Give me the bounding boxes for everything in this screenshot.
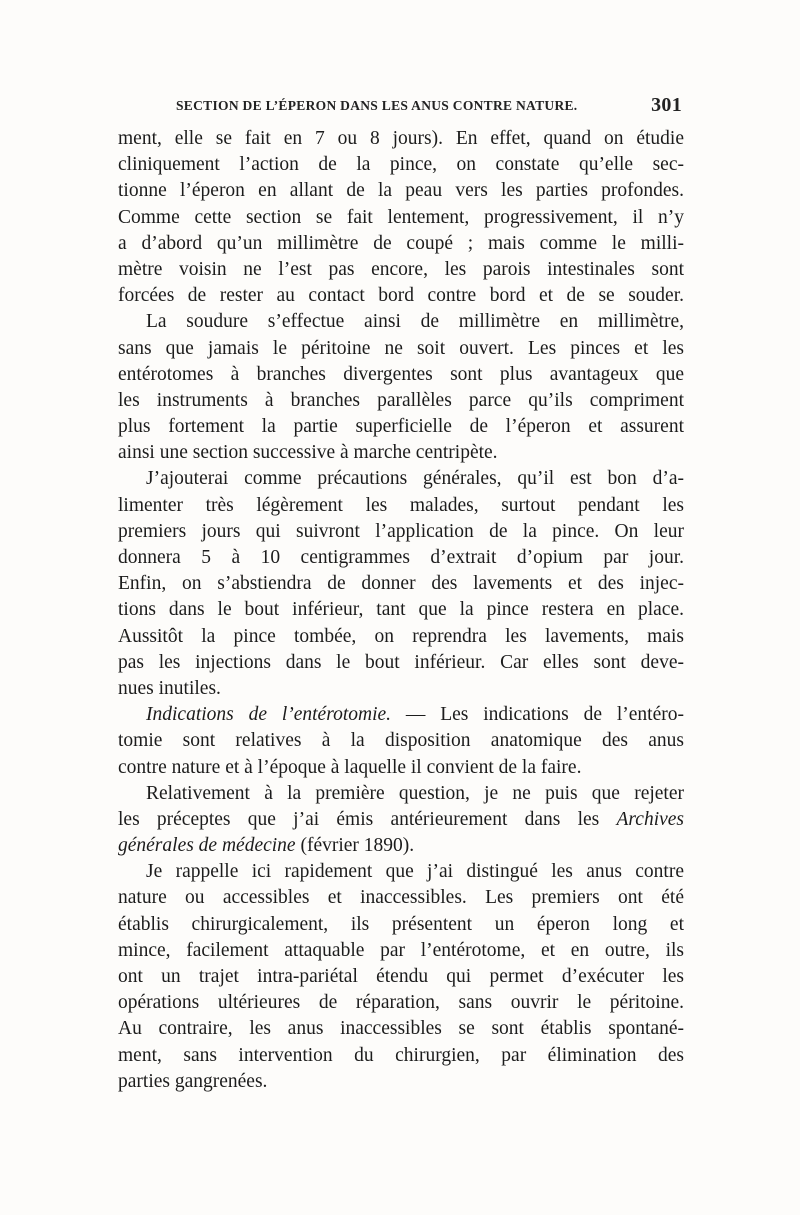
text-line: tomie sont relatives à la disposition anatomique des anus xyxy=(118,730,684,752)
text-line: établis chirurgicalement, ils présentent un éperon long et xyxy=(118,913,684,935)
section-heading: Indications de l’entérotomie. xyxy=(146,704,392,726)
text-fragment: (février 1890). xyxy=(295,835,415,857)
text-line xyxy=(118,833,684,859)
text-line: tionne l’éperon en allant de la peau vers les parties profondes. xyxy=(118,180,684,202)
text-line: ment, sans intervention du chirurgien, par élimination des xyxy=(118,1044,684,1066)
text-line: limenter très légèrement les malades, surtout pendant les xyxy=(118,494,684,516)
text-line: Au contraire, les anus inaccessibles se sont établis spontané- xyxy=(118,1018,684,1040)
text-line: plus fortement la partie superficielle de l’éperon et assurent xyxy=(118,416,684,438)
text-line: nature ou accessibles et inaccessibles. Les premiers ont été xyxy=(118,887,684,909)
text-line xyxy=(118,807,684,833)
page-number: 301 xyxy=(651,94,682,116)
text-line: Je rappelle ici rapidement que j’ai distingué les anus contre xyxy=(146,861,684,883)
text-line: forcées de rester au contact bord contre bord et de se souder. xyxy=(118,285,684,307)
running-header-title: SECTION DE L’ÉPERON DANS LES ANUS CONTRE NATURE. xyxy=(176,98,578,113)
text-line: les instruments à branches parallèles parce qu’ils compriment xyxy=(118,389,684,411)
text-line: ment, elle se fait en 7 ou 8 jours). En effet, quand on étudie xyxy=(118,128,684,149)
text-line: La soudure s’effectue ainsi de millimètre en millimètre, xyxy=(146,311,684,333)
text-line: Relativement à la première question, je ne puis que rejeter xyxy=(146,782,684,804)
text-line: Comme cette section se fait lentement, progressivement, il n’y xyxy=(118,206,684,228)
text-line: donnera 5 à 10 centigrammes d’extrait d’opium par jour. xyxy=(118,547,684,568)
text-line: mince, facilement attaquable par l’entérotome, et en outre, ils xyxy=(118,939,684,961)
text-line: contre nature et à l’époque à laquelle il convient de la faire. xyxy=(118,756,582,778)
text-fragment: — Les indications de l’entéro- xyxy=(391,704,684,726)
text-line xyxy=(118,702,684,728)
text-line: nues inutiles. xyxy=(118,677,221,699)
text-line: entérotomes à branches divergentes sont plus avantageux que xyxy=(118,363,684,385)
running-header xyxy=(176,94,682,122)
text-line: tions dans le bout inférieur, tant que la pince restera en place. xyxy=(118,599,684,621)
text-line: a d’abord qu’un millimètre de coupé ; mais comme le milli- xyxy=(118,232,684,254)
journal-title-part: Archives xyxy=(616,808,685,830)
text-line: parties gangrenées. xyxy=(118,1070,268,1092)
text-line: J’ajouterai comme précautions générales, qu’il est bon d’a- xyxy=(146,468,684,490)
text-line: opérations ultérieures de réparation, sans ouvrir le péritoine. xyxy=(118,992,684,1014)
text-line: Enfin, on s’abstiendra de donner des lavements et des injec- xyxy=(118,573,684,595)
text-line: sans que jamais le péritoine ne soit ouvert. Les pinces et les xyxy=(118,337,684,359)
text-line: mètre voisin ne l’est pas encore, les parois intestinales sont xyxy=(118,258,684,280)
text-line: premiers jours qui suivront l’application de la pince. On leur xyxy=(118,520,684,542)
text-line: ont un trajet intra-pariétal étendu qui permet d’exécuter les xyxy=(118,966,684,987)
journal-title-part: générales de médecine xyxy=(118,835,296,857)
text-line: Aussitôt la pince tombée, on reprendra les lavements, mais xyxy=(118,625,684,647)
text-fragment: les préceptes que j’ai émis antérieurement dans les xyxy=(118,808,600,830)
text-line: ainsi une section successive à marche centripète. xyxy=(118,442,498,464)
text-line: cliniquement l’action de la pince, on constate qu’elle sec- xyxy=(118,154,684,176)
text-line: pas les injections dans le bout inférieur. Car elles sont deve- xyxy=(118,651,684,673)
body-text xyxy=(118,126,684,1095)
